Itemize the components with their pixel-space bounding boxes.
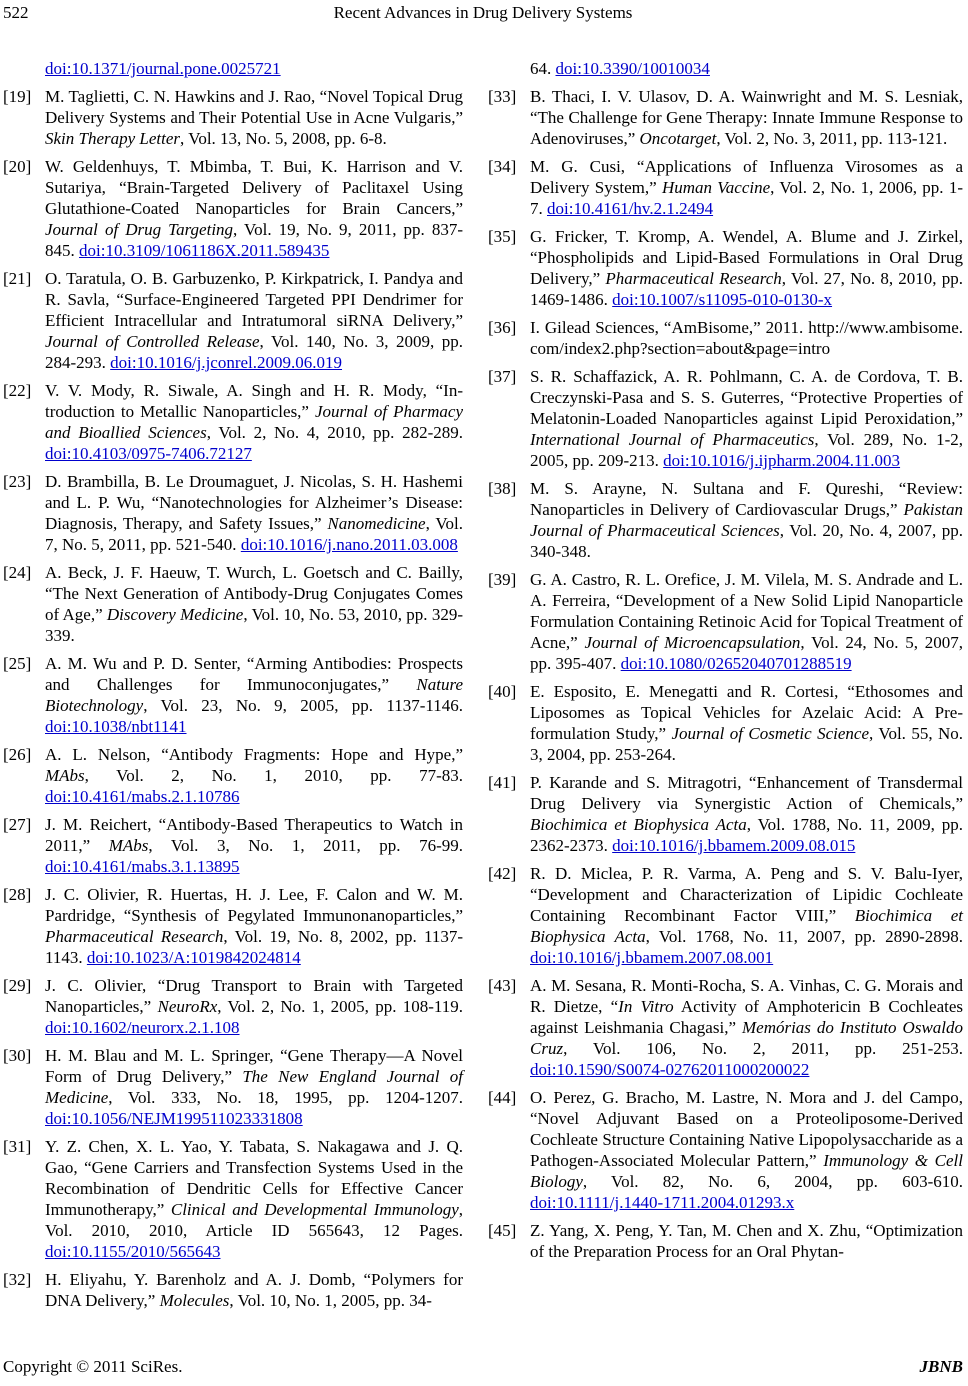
doi-link[interactable]: doi:10.1016/j.bbamem.2007.08.001 [530,948,774,967]
reference-text: A. Beck, J. F. Haeuw, T. Wurch, L. Goetsch and C. Bailly, “The Next Generation of Antibody-Drug Conjugates Comes of Age,” [45,563,463,624]
journal-name: Human Vaccine [661,178,771,197]
reference-item [3,884,463,968]
journal-name: Journal of Controlled Release [45,332,260,351]
doi-link[interactable]: doi:10.4161/hv.2.1.2494 [547,199,714,218]
reference-text: , Vol. 2010, 2010, Article ID 565643, 12 Pages. [45,1200,463,1240]
reference-number: [45] [488,1221,517,1240]
reference-text: J. C. Olivier, R. Huertas, H. J. Lee, F. Calon and W. M. Pardridge, “Synthesis of Pegylated Immunonanoparticles,” [45,885,463,925]
reference-text: , Vol. 19, No. 8, 2002, pp. 1137-1143. [45,927,463,967]
page-header [3,2,963,23]
reference-number: [30] [3,1046,32,1065]
journal-name: International Journal of Pharmaceutics [530,430,815,449]
reference-number: [33] [488,87,517,106]
reference-item [3,58,463,79]
reference-text: , Vol. 27, No. 8, 2010, pp. 1469-1486. [530,269,963,309]
reference-text: H. Eliyahu, Y. Barenholz and A. J. Domb, “Polymers for DNA Delivery,” [45,1270,463,1310]
journal-name: Clinical and Developmental Immunology [170,1200,459,1219]
reference-item [488,226,963,310]
journal-name: Biochimica et Biophysica Acta [530,815,747,834]
reference-text: H. M. Blau and M. L. Springer, “Gene Therapy—A Novel Form of Drug Delivery,” [45,1046,463,1086]
reference-item [488,478,963,562]
reference-item [3,156,463,261]
journal-name: Discovery Medicine [106,605,244,624]
reference-item [3,975,463,1038]
reference-text: , Vol. 1768, No. 11, 2007, pp. 2890-2898. [645,927,963,946]
reference-text: O. Perez, G. Bracho, M. Lastre, N. Mora and J. del Campo, “Novel Adjuvant Based on a Proteoliposome-Derived Cochleate Structure Containing Native Lipopolysaccharide as a Pathogen-Associated Molecular Pattern,” [530,1088,963,1170]
doi-link[interactable]: doi:10.3390/10010034 [555,59,710,78]
reference-text: D. Brambilla, B. Le Droumaguet, J. Nicolas, S. H. Hashemi and L. P. Wu, “Nanotechnologies for Alzheimer’s Disease: Diagnosis, Therapy, and Safety Issues,” [45,472,463,533]
reference-number: [21] [3,269,32,288]
reference-item [3,1269,463,1311]
reference-text: , Vol. 1788, No. 11, 2009, pp. 2362-2373. [530,815,963,855]
reference-text: , Vol. 20, No. 4, 2007, pp. 340-348. [530,521,963,561]
doi-link[interactable]: doi:10.1056/NEJM199511023331808 [45,1109,303,1128]
doi-link[interactable]: doi:10.4161/mabs.3.1.13895 [45,857,240,876]
journal-name: In Vitro [618,997,674,1016]
doi-link[interactable]: doi:10.1016/j.nano.2011.03.008 [240,535,458,554]
reference-text: A. M. Wu and P. D. Senter, “Arming Antibodies: Prospects and Challenges for Immunoconjugates,” [45,654,463,694]
reference-text: W. Geldenhuys, T. Mbimba, T. Bui, K. Harrison and V. Sutariya, “Brain-Targeted Delivery of Paclitaxel Using Glutathione-Coated Nanoparticles for Brain Cancers,” [45,157,463,218]
reference-text: , Vol. 24, No. 5, 2007, pp. 395-407. [530,633,963,673]
reference-text: R. D. Miclea, P. R. Varma, A. Peng and S. V. Balu-Iyer, “Development and Characterization of Lipidic Cochleate Containing Recombinant Factor VIII,” [530,864,963,925]
journal-name: Journal of Cosmetic Science [671,724,869,743]
url-text: http://www.ambisome.com/index2.php?section=about&page=intro [530,318,963,358]
reference-item [488,317,963,359]
reference-text: S. R. Schaffazick, A. R. Pohlmann, C. A. de Cordova, T. B. Creczynski-Pasa and S. S. Guterres, “Protective Properties of Melatonin-Loaded Nanoparticles against Lipid Peroxidation,” [530,367,963,428]
journal-name: Journal of Drug Targeting [45,220,234,239]
journal-name: Pharmaceutical Research [605,269,782,288]
reference-text: , Vol. 19, No. 9, 2011, pp. 837-845. [45,220,463,260]
references-column-left [3,58,463,1318]
reference-item [488,156,963,219]
reference-number: [19] [3,87,32,106]
reference-text: J. C. Olivier, “Drug Transport to Brain with Targeted Nanoparticles,” [45,976,463,1016]
references-section [3,58,963,1318]
reference-text: 64. [530,59,556,78]
reference-text: , Vol. 289, No. 1-2, 2005, pp. 209-213. [530,430,963,470]
reference-number: [34] [488,157,517,176]
reference-number: [26] [3,745,32,764]
reference-text: V. V. Mody, R. Siwale, A. Singh and H. R. Mody, “Introduction to Metallic Nanoparticles,” [45,381,463,421]
journal-name: MAbs [45,766,85,785]
reference-item [488,569,963,674]
references-column-right [488,58,963,1318]
journal-name: Skin Therapy Letter [45,129,181,148]
running-title: Recent Advances in Drug Delivery Systems [333,3,633,22]
reference-item [3,1136,463,1262]
reference-item [3,268,463,373]
journal-name: Molecules [159,1291,230,1310]
doi-link[interactable]: doi:10.4103/0975-7406.72127 [45,444,252,463]
reference-text: , Vol. 3, No. 1, 2011, pp. 76-99. [148,836,463,855]
reference-text: , Vol. 13, No. 5, 2008, pp. 6-8. [180,129,387,148]
doi-link[interactable]: doi:10.1111/j.1440-1711.2004.01293.x [530,1193,795,1212]
reference-number: [41] [488,773,517,792]
reference-number: [43] [488,976,517,995]
journal-abbrev: JBNB [919,1357,963,1376]
reference-item [3,380,463,464]
reference-number: [29] [3,976,32,995]
reference-item [488,681,963,765]
reference-number: [31] [3,1137,32,1156]
journal-name: Immunology & Cell Biology [530,1151,963,1191]
reference-item [3,562,463,646]
reference-number: [28] [3,885,32,904]
journal-name: Journal of Microencapsulation [584,633,801,652]
reference-text: , Vol. 106, No. 2, 2011, pp. 251-253. [563,1039,963,1058]
journal-name: Nature Biotechnology [45,675,463,715]
reference-text: I. Gilead Sciences, “AmBisome,” 2011. [530,318,809,337]
reference-text: , Vol. 2, No. 4, 2010, pp. 282-289. [206,423,463,442]
reference-text: P. Karande and S. Mitragotri, “Enhancement of Transdermal Drug Delivery via Synergistic Action of Chemicals,” [530,773,963,813]
copyright-text: Copyright © 2011 SciRes. [3,1357,183,1376]
reference-text: , Vol. 7, No. 5, 2011, pp. 521-540. [45,514,463,554]
reference-item [488,58,963,79]
reference-text: , Vol. 2, No. 3, 2011, pp. 113-121. [716,129,948,148]
journal-name: Oncotarget [639,129,717,148]
reference-item [3,653,463,737]
doi-link[interactable]: doi:10.1007/s11095-010-0130-x [612,290,833,309]
reference-number: [23] [3,472,32,491]
reference-number: [24] [3,563,32,582]
journal-name: Journal of Pharmacy and Bioallied Sciences [45,402,463,442]
reference-text: E. Esposito, E. Menegatti and R. Cortesi, “Ethosomes and Liposomes as Topical Vehicles for Azelaic Acid: A Preformulation Study,” [530,682,963,743]
reference-item [3,744,463,807]
reference-text: , Vol. 2, No. 1, 2006, pp. 1-7. [530,178,963,218]
reference-text: Activity of Amphotericin B Cochleates against Leishmania Chagasi,” [530,997,964,1037]
doi-link[interactable]: doi:10.1080/02652040701288519 [620,654,852,673]
reference-text: M. Taglietti, C. N. Hawkins and J. Rao, “Novel Topical Drug Delivery Systems and Their Potential Use in Acne Vulgaris,” [45,87,463,127]
reference-item [3,86,463,149]
reference-text: , Vol. 10, No. 53, 2010, pp. 329-339. [45,605,463,645]
journal-name: Pakistan Journal of Pharmaceutical Sciences [530,500,963,540]
reference-item [488,975,963,1080]
doi-link[interactable]: doi:10.1016/j.ijpharm.2004.11.003 [663,451,901,470]
reference-text: Z. Yang, X. Peng, Y. Tan, M. Chen and X. Zhu, “Optimization of the Preparation Process for an Oral Phytan- [530,1221,963,1261]
reference-number: [25] [3,654,32,673]
reference-number: [36] [488,318,517,337]
journal-name: Memórias do Instituto Oswaldo Cruz [530,1018,963,1058]
reference-number: [32] [3,1270,32,1289]
reference-number: [40] [488,682,517,701]
reference-text: , Vol. 10, No. 1, 2005, pp. 34- [229,1291,432,1310]
doi-link[interactable]: doi:10.1155/2010/565643 [45,1242,221,1261]
reference-number: [39] [488,570,517,589]
journal-name: MAbs [108,836,149,855]
reference-item [488,86,963,149]
reference-text: Y. Z. Chen, X. L. Yao, Y. Tabata, S. Nakagawa and J. Q. Gao, “Gene Carriers and Transfection Systems Used in the Recombination of Dendritic Cells for Effective Cancer Immunotherapy,” [45,1137,463,1219]
journal-name: Nanomedicine [327,514,426,533]
reference-number: [35] [488,227,517,246]
reference-text: , Vol. 55, No. 3, 2004, pp. 253-264. [530,724,964,764]
reference-text: , Vol. 82, No. 6, 2004, pp. 603-610. [582,1172,963,1191]
reference-text: B. Thaci, I. V. Ulasov, D. A. Wainwright and M. S. Lesniak, “The Challenge for Gene Therapy: Innate Immune Response to Adenoviruses,” [530,87,963,148]
reference-text: M. G. Cusi, “Applications of Influenza Virosomes as a Delivery System,” [530,157,963,197]
reference-text: J. M. Reichert, “Antibody-Based Therapeutics to Watch in 2011,” [45,815,463,855]
doi-link[interactable]: doi:10.1038/nbt1141 [45,717,187,736]
reference-text: , Vol. 2, No. 1, 2010, pp. 77-83. [84,766,463,785]
reference-number: [37] [488,367,517,386]
reference-number: [27] [3,815,32,834]
doi-link[interactable]: doi:10.1016/j.jconrel.2009.06.019 [110,353,343,372]
reference-number: [20] [3,157,32,176]
reference-text: , Vol. 23, No. 9, 2005, pp. 1137-1146. [143,696,463,715]
reference-item [3,471,463,555]
reference-text: , Vol. 140, No. 3, 2009, pp. 284-293. [45,332,463,372]
reference-text: G. Fricker, T. Kromp, A. Wendel, A. Blume and J. Zirkel, “Phospholipids and Lipid-Based Formulations in Oral Drug Delivery,” [530,227,963,288]
doi-link[interactable]: doi:10.1023/A:1019842024814 [86,948,301,967]
doi-link[interactable]: doi:10.1016/j.bbamem.2009.08.015 [612,836,856,855]
reference-item [3,1045,463,1129]
doi-link[interactable]: doi:10.1590/S0074-02762011000200022 [530,1060,810,1079]
reference-number: [42] [488,864,517,883]
journal-name: Pharmaceutical Research [45,927,224,946]
reference-item [488,366,963,471]
reference-item [488,863,963,968]
doi-link[interactable]: doi:10.1602/neurorx.2.1.108 [45,1018,240,1037]
reference-text: , Vol. 333, No. 18, 1995, pp. 1204-1207. [108,1088,463,1107]
page-footer [3,1356,963,1377]
doi-link[interactable]: doi:10.4161/mabs.2.1.10786 [45,787,240,806]
journal-name: The New England Journal of Medicine [45,1067,463,1107]
journal-name: NeuroRx [157,997,218,1016]
doi-link[interactable]: doi:10.1371/journal.pone.0025721 [45,59,281,78]
reference-item [488,1087,963,1213]
doi-link[interactable]: doi:10.3109/1061186X.2011.589435 [79,241,330,260]
journal-name: Biochimica et Biophysica Acta [530,906,963,946]
reference-item [3,814,463,877]
reference-text: A. L. Nelson, “Antibody Fragments: Hope and Hype,” [45,745,463,764]
reference-number: [22] [3,381,32,400]
reference-text: M. S. Arayne, N. Sultana and F. Qureshi, “Review: Nanoparticles in Delivery of Cardiovascular Drugs,” [530,479,963,519]
reference-number: [44] [488,1088,517,1107]
reference-text: , Vol. 2, No. 1, 2005, pp. 108-119. [217,997,464,1016]
reference-number: [38] [488,479,517,498]
page-number: 522 [3,3,29,22]
reference-text: A. M. Sesana, R. Monti-Rocha, S. A. Vinhas, C. G. Morais and R. Dietze, “ [530,976,963,1016]
reference-item [488,772,963,856]
reference-text: G. A. Castro, R. L. Orefice, J. M. Vilela, M. S. Andrade and L. A. Ferreira, “Development of a New Solid Lipid Nanoparticle Formulation Containing Retinoic Acid for Topical Treatment of Acne,” [530,570,963,652]
reference-item [488,1220,963,1262]
reference-text: O. Taratula, O. B. Garbuzenko, P. Kirkpatrick, I. Pandya and R. Savla, “Surface-Engineered Targeted PPI Dendrimer for Efficient Intracellular and Intratumoral siRNA Delivery,” [45,269,463,330]
